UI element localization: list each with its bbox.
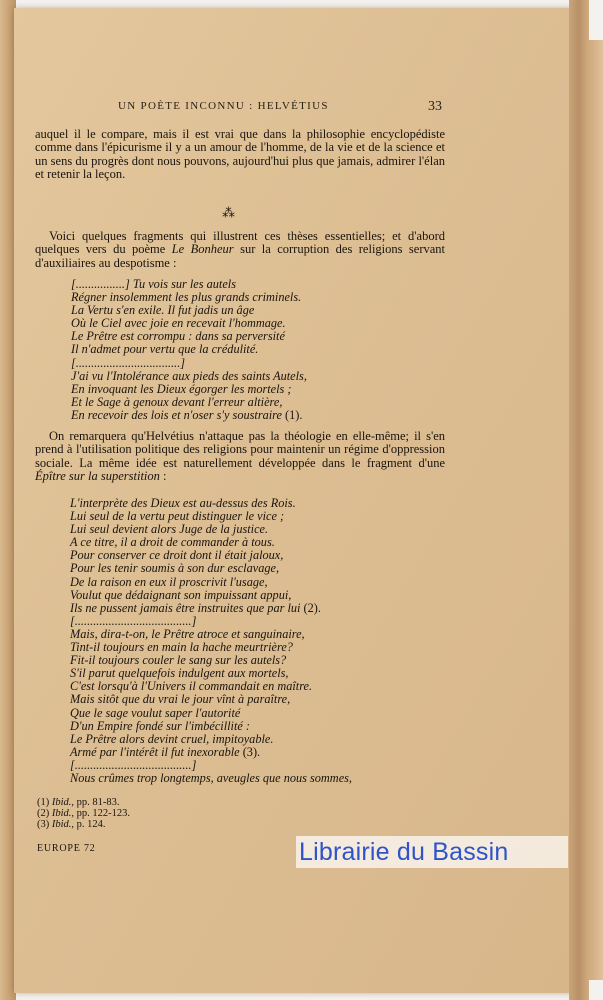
- verse-line-text: Lui seul devient alors Juge de la justice.: [70, 522, 269, 537]
- page-edge-stack: [589, 40, 603, 980]
- verse-line-text: [................] Tu vois sur les autels: [71, 277, 236, 291]
- verse-line-text: Voulut que dédaignant son impuissant appui,: [70, 587, 292, 602]
- verse-line: [71, 409, 307, 422]
- footnote-number: (1): [37, 797, 52, 808]
- verse-line-text: Pour les tenir soumis à son dur esclavage,: [70, 561, 280, 576]
- verse-line-text: Armé par l'intérêt il fut inexorable: [70, 744, 240, 759]
- footnote-number: (2): [37, 808, 52, 819]
- verse-line-text: Que le sage voulut saper l'autorité: [70, 705, 241, 720]
- footnote-number: (3): [37, 819, 52, 830]
- verse-line: [70, 772, 352, 785]
- footnote-pages: , pp. 81-83.: [71, 797, 120, 808]
- paragraph-helvetius-text: On remarquera qu'Helvétius n'attaque pas la théologie en elle-même; il s'en prend à l'utilisation politique des religions pour maintenir un régime d'oppression sociale. La même idée est naturellement développée dans le fragment d'une: [35, 429, 445, 470]
- verse-line-text: Pour conserver ce droit dont il était jaloux,: [70, 548, 284, 563]
- verse-line-text: Nous crûmes trop longtemps, aveugles que nous sommes,: [70, 770, 353, 785]
- section-asterism: ⁂: [222, 205, 235, 220]
- verse-block-epitre: [70, 497, 352, 785]
- footnote-marker: (1).: [281, 407, 303, 422]
- poem-title-epitre: Épître sur la superstition: [35, 469, 160, 484]
- verse-line-text: [..................................]: [71, 355, 186, 370]
- verse-line-text: Le Prêtre est corrompu : dans sa perversité: [71, 329, 285, 344]
- verse-line-text: Mais, dira-t-on, le Prêtre atroce et sanguinaire,: [70, 626, 305, 641]
- footnote-ref: Ibid.: [51, 797, 72, 808]
- verse-line-text: Mais sitôt que du vrai le jour vînt à paraître,: [70, 692, 291, 707]
- footnote-ref: Ibid.: [51, 808, 72, 819]
- paragraph-intro: auquel il le compare, mais il est vrai que dans la philosophie encyclopédiste comme dans l'épicurisme il y a un amour de l'homme, de la vie et de la science et un sens du progrès dont nous pouvons, aujourd'hui plus que jamais, admirer l'élan et retenir la leçon.: [35, 127, 445, 182]
- verse-line-text: J'ai vu l'Intolérance aux pieds des saints Autels,: [71, 368, 307, 383]
- verse-line-text: Régner insolemment les plus grands criminels.: [71, 290, 302, 305]
- verse-line-text: L'interprète des Dieux est au-dessus des Rois.: [70, 496, 296, 510]
- verse-line-text: [......................................]: [70, 757, 197, 772]
- verse-line-text: D'un Empire fondé sur l'imbécillité :: [70, 718, 251, 733]
- footnote-marker: (2).: [300, 600, 321, 615]
- edition-signature: EUROPE 72: [37, 843, 96, 854]
- verse-block-bonheur: [71, 278, 307, 422]
- footnote: [37, 808, 130, 819]
- footnote: [37, 819, 130, 830]
- verse-line-text: Fit-il toujours couler le sang sur les autels?: [70, 653, 287, 668]
- paragraph-fragments-before: Voici quelques fragments qui illustrent ces thèses essentielles; et d'abord quelques vers du poème: [35, 229, 445, 257]
- verse-line-text: S'il parut quelquefois indulgent aux mortels,: [70, 666, 289, 681]
- verse-line-text: Il n'admet pour vertu que la crédulité.: [71, 342, 259, 357]
- paragraph-helvetius-end: :: [159, 469, 167, 484]
- verse-line-text: De la raison en eux il proscrivit l'usage,: [70, 574, 268, 589]
- verse-line-text: La Vertu s'en exile. Il fut jadis un âge: [71, 303, 255, 318]
- verse-line-text: Ils ne pussent jamais être instruites que par lui: [70, 600, 301, 615]
- verse-line-text: C'est lorsqu'à l'Univers il commandait en maître.: [70, 679, 313, 694]
- verse-line-text: Et le Sage à genoux devant l'erreur altière,: [71, 394, 283, 409]
- verse-line-text: En recevoir des lois et n'oser s'y soustraire: [71, 407, 282, 422]
- verse-line-text: Lui seul de la vertu peut distinguer le vice ;: [70, 509, 285, 524]
- verse-line-text: Où le Ciel avec joie en recevait l'hommage.: [71, 316, 286, 331]
- bookseller-watermark: Librairie du Bassin: [299, 838, 509, 866]
- verse-line-text: En invoquant les Dieux égorger les mortels ;: [71, 381, 292, 396]
- footnote-marker: (3).: [239, 744, 261, 759]
- verse-line-text: A ce titre, il a droit de commander à tous.: [70, 535, 275, 550]
- verse-line-text: Le Prêtre alors devint cruel, impitoyable.: [70, 731, 274, 746]
- running-title: UN POÈTE INCONNU : HELVÉTIUS: [118, 100, 329, 112]
- verse-line-text: Tint-il toujours en main la hache meurtrière?: [70, 640, 293, 655]
- page-edge-fold: [569, 0, 589, 1000]
- footnote-ref: Ibid.: [51, 819, 72, 830]
- footnote: [37, 797, 130, 808]
- footnote-pages: , p. 124.: [71, 819, 106, 830]
- paragraph-fragments: [35, 230, 445, 270]
- paragraph-fragments-after: sur la corruption des religions servant d'auxiliaires au despotisme :: [35, 242, 446, 270]
- page-number: 33: [428, 99, 442, 114]
- footnote-pages: , pp. 122-123.: [71, 808, 131, 819]
- footnotes: [37, 797, 130, 830]
- paragraph-helvetius: [35, 430, 445, 484]
- verse-line-text: [......................................]: [70, 613, 197, 628]
- poem-title-bonheur: Le Bonheur: [171, 242, 234, 257]
